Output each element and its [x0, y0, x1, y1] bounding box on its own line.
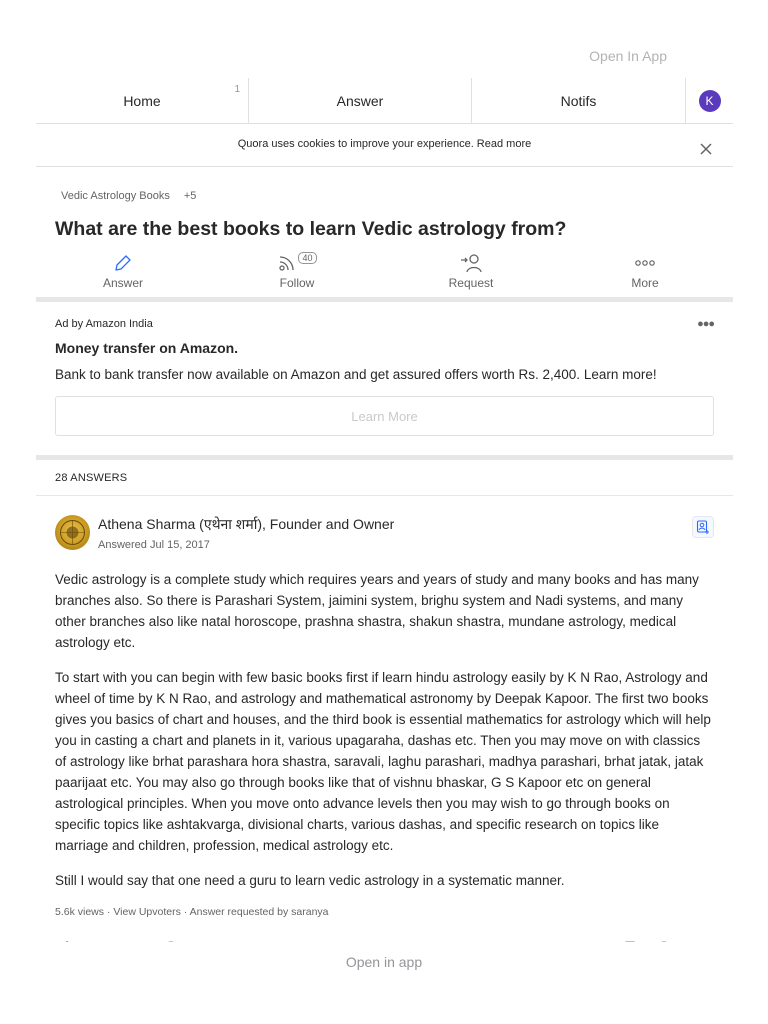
open-in-app-link[interactable]: Open In App — [589, 48, 667, 64]
more-topics-link[interactable]: +5 — [183, 190, 197, 202]
nav-home-tab[interactable] — [36, 78, 249, 123]
nav-home-badge: 1 — [234, 84, 240, 95]
request-button[interactable] — [426, 252, 516, 292]
answers-divider — [36, 495, 733, 496]
more-dots-icon — [634, 258, 656, 268]
answer-actions-cutoff — [36, 934, 733, 942]
topic-list — [61, 190, 196, 202]
answer-paragraph: To start with you can begin with few basic books first if learn hindu astrology easily by K N Rao, Astrology and wheel of time by K N Rao, and astrology and mathematical astronomy by Deepak Kapoor. The first two books gives you basics of chart and houses, and the third book is essential mathematics for astrology which will help you in casting a chart and planets in it, various upagaraha, dashas etc. Then you may move on with classics of astrology like brhat parashara hora shastra, saravali, laghu parashari, madhya parashari, brhat jatak, jatak paarijaat etc. You may also go through books like that of vishnu bhaskar, G S Kapoor etc on general astrological principles. When you move onto advance levels then you may wish to go through books on specific topics like ashtakvarga, divisional charts, various dashas, and specific research on topics like marriage and children, profession, medical astrology etc. — [55, 670, 711, 853]
ad-body[interactable]: Bank to bank transfer now available on Amazon and get assured offers worth Rs. 2,400. Learn more! — [55, 367, 657, 382]
nav-profile-tab[interactable] — [686, 78, 733, 123]
nav-answer-label: Answer — [336, 92, 384, 109]
follow-author-button[interactable] — [692, 516, 714, 538]
cookie-banner — [36, 124, 733, 167]
answer-label: Answer — [102, 276, 143, 290]
close-icon[interactable] — [699, 142, 713, 156]
ad-label: Ad by Amazon India — [55, 318, 153, 330]
nav-home-label: Home — [123, 92, 161, 109]
pencil-icon — [113, 253, 133, 273]
learn-more-button[interactable]: Learn More — [55, 396, 714, 436]
ad-options-icon[interactable]: ●●● — [697, 318, 714, 330]
follow-button[interactable] — [252, 252, 342, 292]
request-user-icon — [460, 253, 482, 273]
follow-label: Follow — [279, 276, 315, 290]
nav-notifs-tab[interactable] — [472, 78, 686, 123]
nav-answer-tab[interactable] — [249, 78, 472, 123]
topic-tag[interactable]: Vedic Astrology Books — [61, 190, 170, 202]
user-avatar: K — [699, 90, 721, 112]
answer-actions-icons-partial — [36, 939, 733, 942]
open-in-app-footer[interactable]: Open in app — [345, 954, 423, 970]
rss-follow-icon — [277, 253, 297, 273]
ad-title[interactable]: Money transfer on Amazon. — [55, 340, 239, 356]
author-name[interactable]: Athena Sharma (एथेना शर्मा), Founder and Owner — [98, 516, 395, 532]
answered-date[interactable]: Answered Jul 15, 2017 — [98, 539, 210, 551]
nav-notifs-label: Notifs — [560, 92, 597, 109]
follow-count-badge: 40 — [298, 252, 316, 264]
author-avatar-image — [55, 515, 90, 550]
more-button[interactable] — [600, 252, 690, 292]
answer-meta: 5.6k views · View Upvoters · Answer requested by saranya — [55, 906, 329, 918]
answers-count: 28 ANSWERS — [55, 472, 128, 484]
more-label: More — [631, 276, 659, 290]
section-divider — [36, 455, 733, 460]
answer-paragraph: Vedic astrology is a complete study which requires years and years of study and many books and has many branches also. So there is Parashari System, jaimini system, brighu system and Nadi systems, and many other branches also like natal horoscope, prashna shastra, shakun shastra, mundane astrology, medical astrology etc. — [55, 572, 699, 650]
request-label: Request — [448, 276, 494, 290]
question-title: What are the best books to learn Vedic astrology from? — [55, 218, 567, 240]
question-actions — [36, 252, 733, 292]
author-avatar[interactable] — [55, 515, 90, 550]
answer-button[interactable] — [78, 252, 168, 292]
answer-body — [55, 569, 715, 905]
answer-paragraph: Still I would say that one need a guru to learn vedic astrology in a systematic manner. — [55, 873, 565, 888]
follow-user-icon — [696, 520, 710, 534]
top-navbar — [36, 78, 733, 124]
section-divider — [36, 297, 733, 302]
cookie-text[interactable]: Quora uses cookies to improve your experience. Read more — [237, 138, 532, 150]
